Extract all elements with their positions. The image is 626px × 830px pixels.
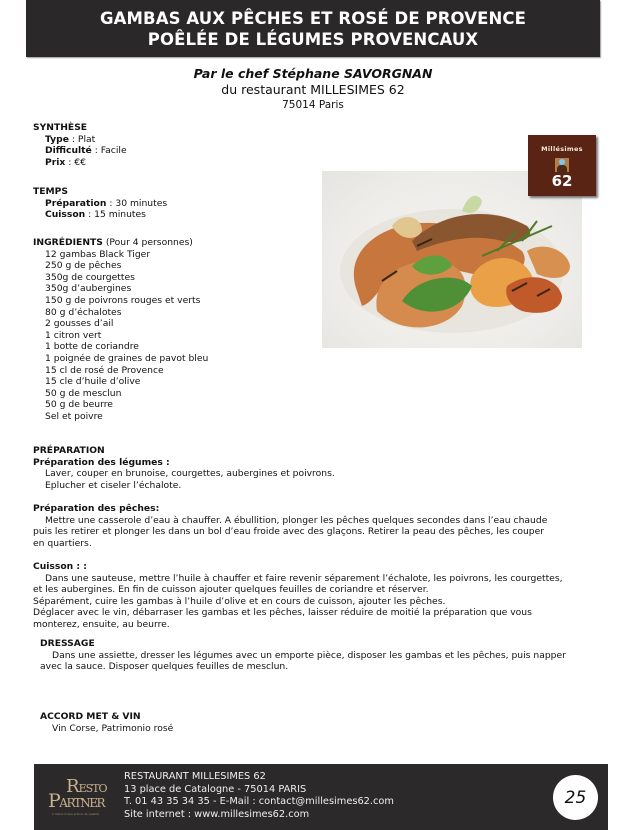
footer-restaurant: RESTAURANT MILLESIMES 62 <box>124 771 266 782</box>
dressage-line: avec la sauce. Disposer quelques feuilles de mesclun. <box>40 661 289 673</box>
chef-name: Par le chef Stéphane SAVORGNAN <box>193 66 433 81</box>
logo-resto: RESTO <box>66 776 107 797</box>
chef-block <box>0 66 626 112</box>
logo-name: Millésimes <box>541 145 583 153</box>
synthese-difficulty: Difficulté : Facile <box>45 145 127 157</box>
footer-address: 13 place de Catalogne - 75014 PARIS <box>124 783 307 795</box>
title-banner <box>26 0 600 57</box>
dish-photo <box>322 171 582 348</box>
footer-contact[interactable]: T. 01 43 35 34 35 - E-Mail : contact@millesimes62.com <box>124 796 394 808</box>
ingredient-item: 150 g de poivrons rouges et verts <box>45 294 201 306</box>
ingredient-item: 80 g d’échalotes <box>45 306 122 318</box>
temps-heading: TEMPS <box>33 186 69 197</box>
prep-peches-title: Préparation des pêches: <box>33 502 160 514</box>
ingredient-item: 50 g de beurre <box>45 399 113 411</box>
synthese-price: Prix : €€ <box>45 156 86 168</box>
page-number: 25 <box>553 775 598 820</box>
logo-partner: PARTNER <box>48 790 105 812</box>
temps-preparation: Préparation : 30 minutes <box>45 197 168 209</box>
synthese-heading: SYNTHÈSE <box>33 122 88 133</box>
preparation-section <box>33 445 603 631</box>
temps-cuisson: Cuisson : 15 minutes <box>45 209 146 221</box>
ingredient-item: 1 botte de coriandre <box>45 341 139 353</box>
recipe-title-line1: GAMBAS AUX PÊCHES ET ROSÉ DE PROVENCE <box>100 8 526 28</box>
ingredient-item: 1 citron vert <box>45 329 102 341</box>
ingredient-item: 250 g de pêches <box>45 260 122 272</box>
temps-section <box>33 186 167 221</box>
footer-contact-info <box>124 771 394 821</box>
prep-legumes-line: Laver, couper en brunoise, courgettes, aubergines et poivrons. <box>45 468 335 480</box>
prep-peches-line: Mettre une casserole d’eau à chauffer. A ébullition, plonger les pêches quelques secondes dans l’eau chaude <box>45 514 548 526</box>
logo-tagline: L'union d'une action de qualité <box>52 812 100 816</box>
millesimes-logo <box>528 135 596 196</box>
dressage-line: Dans une assiette, dresser les légumes avec un emporte pièce, disposer les gambas et les pêches, puis napper <box>52 649 566 661</box>
ingredient-item: 350g d’aubergines <box>45 283 132 295</box>
ingredient-item: 12 gambas Black Tiger <box>45 248 151 260</box>
prep-cuisson-line: Dans une sauteuse, mettre l’huile à chauffer et faire revenir séparement l’échalote, les poivrons, les courgettes, <box>45 572 563 584</box>
prep-cuisson-line: monterez, ensuite, au beurre. <box>33 618 170 630</box>
resto-partner-logo <box>46 776 116 820</box>
ingredients-section <box>33 237 208 423</box>
prep-cuisson-line: et les aubergines. En fin de cuisson ajouter quelques feuilles de coriandre et réserver. <box>33 584 429 596</box>
prep-cuisson-line: Séparément, cuire les gambas à l’huile d’olive et en cours de cuisson, ajouter les pêches. <box>33 595 446 607</box>
accord-heading: ACCORD MET & VIN <box>40 711 141 722</box>
chef-restaurant: du restaurant MILLESIMES 62 <box>221 82 405 97</box>
prep-cuisson-line: Déglacer avec le vin, débarraser les gambas et les pêches, laisser réduire de moitié la préparation que vous <box>33 607 532 619</box>
footer-bar <box>34 764 608 830</box>
recipe-title-line2: POÊLÉE DE LÉGUMES PROVENCAUX <box>147 29 479 49</box>
ingredient-item: 15 cl de rosé de Provence <box>45 364 164 376</box>
prep-legumes-line: Eplucher et ciseler l’échalote. <box>45 479 182 491</box>
logo-number: 62 <box>551 172 573 190</box>
dressage-heading: DRESSAGE <box>40 638 95 649</box>
chef-city: 75014 Paris <box>282 99 344 111</box>
ingredient-item: 1 poignée de graines de pavot bleu <box>45 352 209 364</box>
accord-value: Vin Corse, Patrimonio rosé <box>52 722 174 734</box>
prep-peches-line: en quartiers. <box>33 537 92 549</box>
ingredient-item: 350g de courgettes <box>45 271 135 283</box>
prep-cuisson-title: Cuisson : : <box>33 560 87 572</box>
preparation-heading: PRÉPARATION <box>33 445 105 456</box>
dressage-section <box>40 638 610 673</box>
ingredient-item: Sel et poivre <box>45 410 103 422</box>
accord-section <box>40 711 173 734</box>
logo-emblem-icon <box>555 158 569 172</box>
ingredient-item: 50 g de mesclun <box>45 387 122 399</box>
synthese-section <box>33 122 127 168</box>
ingredient-item: 15 cle d’huile d’olive <box>45 376 141 388</box>
dish-illustration <box>322 171 582 348</box>
footer-website[interactable]: Site internet : www.millesimes62.com <box>124 808 310 820</box>
ingredient-item: 2 gousses d’ail <box>45 318 114 330</box>
prep-peches-line: puis les retirer et plonger les dans un bol d’eau froide avec des glaçons. Retirer la peau des pêches, les couper <box>33 526 545 538</box>
synthese-type: Type : Plat <box>45 133 96 145</box>
prep-legumes-title: Préparation des légumes : <box>33 456 170 468</box>
ingredients-heading-row: INGRÉDIENTS (Pour 4 personnes) <box>33 237 193 248</box>
